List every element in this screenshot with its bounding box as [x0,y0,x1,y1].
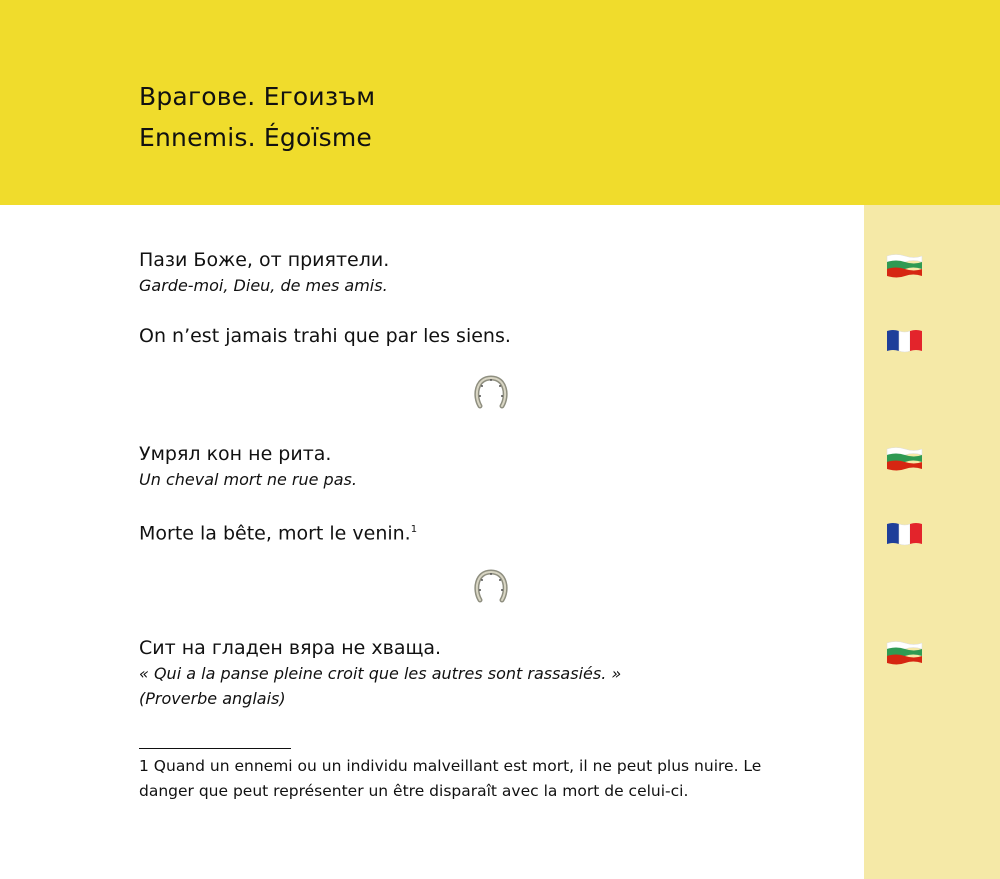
side-strip [864,205,1000,879]
proverb-3-bulgarian: Умрял кон не рита. [139,443,332,465]
footnote-text: 1 Quand un ennemi ou un individu malveillant est mort, il ne peut plus nuire. Le danger que peut représenter un être disparaît avec la mort de celui-ci. [139,757,762,800]
proverb-1-translation: Garde-moi, Dieu, de mes amis. [139,276,388,295]
bulgaria-flag-icon [886,640,923,665]
title-french: Ennemis. Égoïsme [139,123,372,152]
horseshoe-icon [474,374,508,410]
proverb-3-translation: Un cheval mort ne rue pas. [139,470,357,489]
horseshoe-icon [474,568,508,604]
france-flag-icon [886,328,923,353]
header-banner [0,0,1000,205]
proverb-4-text: Morte la bête, mort le venin. [139,522,411,545]
footnote-reference[interactable]: 1 [410,524,418,535]
page-title [139,76,375,158]
bulgaria-flag-icon [886,253,923,278]
proverb-5-bulgarian: Сит на гладен вяра не хваща. [139,637,442,659]
bulgaria-flag-icon [886,446,923,471]
france-flag-icon [886,521,923,546]
title-bulgarian: Врагове. Егоизъм [139,82,376,111]
footnote-divider [139,748,291,749]
proverb-2-french: On n’est jamais trahi que par les siens. [139,325,511,347]
proverb-5-origin-note: (Proverbe anglais) [139,689,286,708]
proverb-5-translation: « Qui a la panse pleine croit que les autres sont rassasiés. » [139,664,622,683]
proverb-4-french [139,518,417,545]
proverb-1-bulgarian: Пази Боже, от приятели. [139,249,390,271]
